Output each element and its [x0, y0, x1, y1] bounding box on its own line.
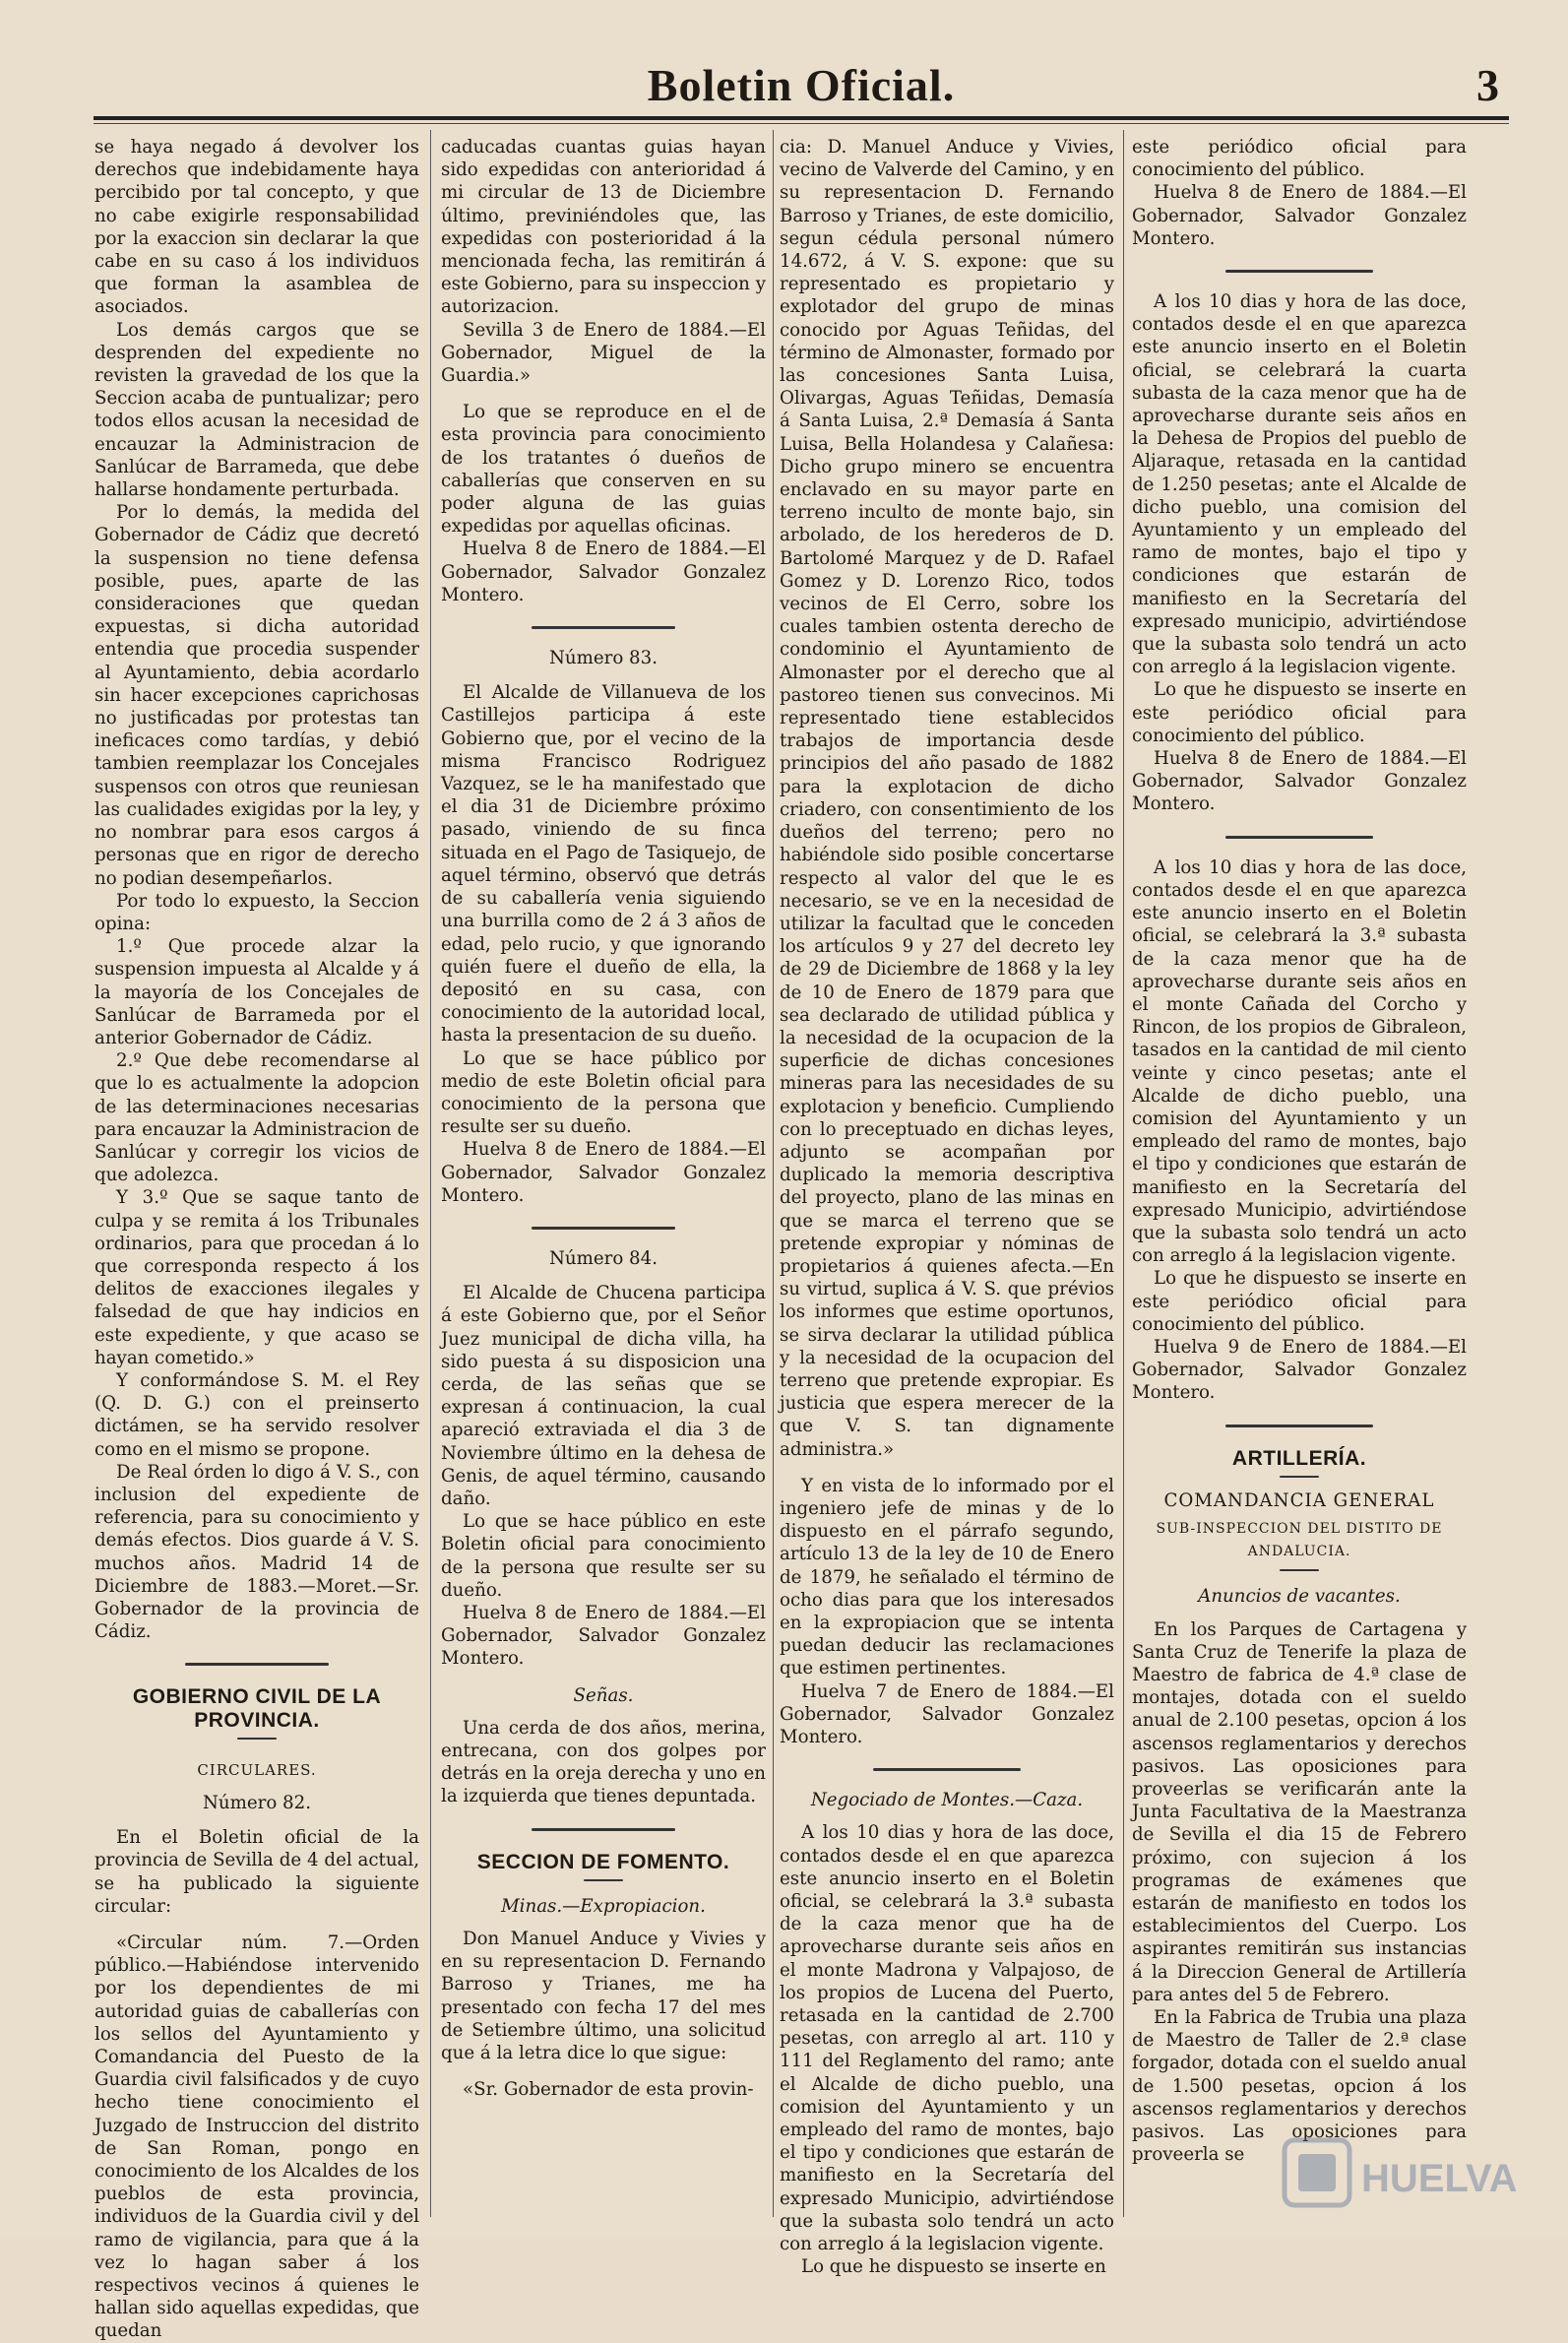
paragraph: Huelva 8 de Enero de 1884.—El Gobernador, Salvador Gonzalez Montero. — [441, 538, 766, 605]
column-divider — [773, 130, 774, 2217]
paragraph: este periódico oficial para conocimiento del público. — [1132, 137, 1467, 181]
paragraph: Lo que he dispuesto se inserte en — [801, 2256, 1106, 2278]
paragraph: En el Boletin oficial de la provincia de Sevilla de 4 del actual, se ha publicado la siguiente circular: — [94, 1827, 419, 1917]
paragraph: cia: D. Manuel Anduce y Vivies, vecino de Valverde del Camino, y en su representacion D. Fernando Barroso y Trianes, de este domicilio, segun cédula personal número 14.672, á V. S. expone: que su representado es propietario y explotador del grupo de minas conocido por Aguas Teñidas, del término de Almonaster, formado por las concesiones Santa Luisa, Olivargas, Aguas Teñidas, Demasía á Santa Luisa, 2.ª Demasía á Santa Luisa, Bella Holandesa y Calañesa: Dicho grupo minero se encuentra enclavado en su mayor parte en terreno inculto de monte bajo, sin arbolado, de los herederos de D. Bartolomé Marquez y de D. Rafael Gomez y D. Lorenzo Rico, todos vecinos de El Cerro, sobre los cuales tambien ostenta derecho de condominio el Ayuntamiento de Almonaster por el derecho que al pastoreo tienen sus convecinos. Mi representado tiene establecidos trabajos de importancia desde principios del año pasado de 1882 para la explotacion de dicho criadero, con consentimiento de los dueños del terreno; pero no habiéndole sido posible concertarse respecto al valor del que le es necesario, se ve en la necesidad de utilizar la facultad que le conceden los artículos 9 y 27 del decreto ley de 29 de Diciembre de 1868 y la ley de 10 de Enero de 1879 para que sea declarado de utilidad pública y la necesidad de la ocupacion de la superficie de dichas concesiones mineras para las necesidades de su explotacion y beneficio. Cumpliendo con lo preceptuado en dichas leyes, adjunto se acompañan por duplicado la memoria descriptiva del proyecto, plano de las minas en que se marca el terreno que se pretende expropiar y nóminas de propietarios á quienes afecta.—En su virtud, suplica á V. S. que prévios los informes que estime oportunos, se sirva declarar la utilidad pública y la necesidad de la ocupacion del terreno que pretende expropiar. Es justicia que espera merecer de la que V. S. tan dignamente administra.» — [780, 137, 1114, 1460]
paragraph: En los Parques de Cartagena y Santa Cruz de Tenerife la plaza de Maestro de fabrica de 4.ª clase de montajes, dotada con el sueldo anual de 2.100 pesetas, opcion á los ascensos reglamentarios y derechos pasivos. Las oposiciones para proveerlas se verificarán ante la Junta Facultativa de la Maestranza de Sevilla el dia 15 de Febrero próximo, con sujecion á los programas de exámenes que estarán de manifiesto en todos los establecimientos del Cuerpo. Los aspirantes remitirán sus instancias á la Direccion General de Artillería para antes del 5 de Febrero. — [1132, 1618, 1467, 2005]
subheading: SUB-INSPECCION DEL DISTITO DE ANDALUCIA. — [1156, 1520, 1443, 1560]
paragraph: «Circular núm. 7.—Orden público.—Habiéndose intervenido por los dependientes de mi autoridad guias de caballerías con los sellos del Ayuntamiento y Comandancia del Puesto de la Guardia civil falsificados y de cuyo hecho tiene conocimiento el Juzgado de Instruccion del distrito de San Roman, pongo en conocimiento de los Alcaldes de los pueblos de esta provincia, individuos de la Guardia civil y del ramo de vigilancia, para que á la vez lo hagan saber á los respectivos vecinos á quienes le hallan sido aquellas expedidas, que quedan — [94, 1932, 419, 2342]
paragraph: Huelva 7 de Enero de 1884.—El Gobernador, Salvador Gonzalez Montero. — [780, 1680, 1114, 1748]
paragraph: Lo que se reproduce en el de esta provincia para conocimiento de los tratantes ó dueños de caballerías que conserven en su poder alguna de las guias expedidas por aquellas oficinas. — [441, 402, 766, 538]
separator — [532, 626, 674, 629]
separator — [185, 1663, 328, 1666]
separator — [1280, 1569, 1319, 1571]
paragraph: El Alcalde de Villanueva de los Castillejos participa á este Gobierno que, por el vecino de la misma Francisco Rodriguez Vazquez, se le ha manifestado que el dia 31 de Diciembre próximo pasado, viniendo de su finca situada en el Pago de Tasiquejo, de aquel término, observó que detrás de su caballería venia siguiendo una burrilla como de 2 á 3 años de edad, pelo rucio, y que ignorando quién fuere el dueño de ella, la depositó en su casa, con conocimiento de la autoridad local, hasta la presentacion de su dueño. — [441, 682, 766, 1046]
paragraph: Por lo demás, la medida del Gobernador de Cádiz que decretó la suspension no tiene defensa posible, pues, aparte de las consideraciones que quedan expuestas, si dicha autoridad entendia que procedia suspender al Ayuntamiento, debia acordarlo sin hacer excepciones caprichosas no justificadas por protestas tan ineficaces como tardías, y debió tambien reemplazar los Concejales suspensos con otros que reuniesan las cualidades exigidas por la ley, y no nombrar para esos cargos á personas que en rigor de derecho no podian desempeñarlos. — [94, 502, 419, 889]
paragraph: Lo que he dispuesto se inserte en este periódico oficial para conocimiento del público. — [1132, 679, 1467, 746]
subheading: Negociado de Montes.—Caza. — [810, 1790, 1084, 1811]
paragraph: Por todo lo expuesto, la Seccion opina: — [94, 890, 419, 934]
number-heading: Número 83. — [549, 648, 658, 669]
separator — [532, 1227, 674, 1230]
archive-seal-icon — [1283, 2130, 1529, 2219]
paragraph: A los 10 dias y hora de las doce, contados desde el en que aparezca este anuncio inserto en el Boletin oficial, se celebrará la 3.ª subasta de la caza menor que ha de aprovecharse durante seis años en el monte Cañada del Corcho y Rincon, de los propios de Gibraleon, tasados en la cantidad de mil ciento veinte y cinco pesetas; ante el Alcalde de dicho pueblo, una comision del Ayuntamiento y un empleado del ramo de montes, bajo el tipo y condiciones que estarán de manifiesto en la Secretaría del expresado Municipio, advirtiéndose que la subasta solo tendrá un acto con arreglo á la legislacion vigente. — [1132, 856, 1467, 1267]
page-title: Boletin Oficial. — [647, 60, 956, 110]
subheading: COMANDANCIA GENERAL — [1163, 1489, 1435, 1511]
paragraph: Sevilla 3 de Enero de 1884.—El Gobernador, Miguel de la Guardia.» — [441, 319, 766, 387]
column-divider — [430, 130, 431, 2217]
column-2 — [441, 136, 766, 2213]
section-heading: SECCION DE FOMENTO. — [476, 1850, 730, 1873]
paragraph: «Sr. Gobernador de esta provin- — [463, 2079, 754, 2101]
paragraph: Los demás cargos que se desprenden del expediente no revisten la gravedad de los que la Seccion acaba de puntualizar; pero todos ellos acusan la necesidad de encauzar la Administracion de Sanlúcar de Barrameda, que debe hallarse hondamente perturbada. — [94, 319, 419, 501]
paragraph: 2.º Que debe recomendarse al que lo es actualmente la adopcion de las determinaciones necesarias para encauzar la Administracion de Sanlúcar y corregir los vicios de que adolezca. — [94, 1050, 419, 1186]
page-number: 3 — [1476, 60, 1499, 110]
column-4 — [1132, 136, 1467, 2213]
watermark-text: HUELVA — [1361, 2157, 1518, 2200]
header-rule-thin — [94, 123, 1509, 124]
separator — [1225, 1425, 1373, 1427]
subheading: Señas. — [573, 1684, 634, 1706]
paragraph: Don Manuel Anduce y Vivies y en su representacion D. Fernando Barroso y Trianes, me ha presentado con fecha 17 del mes de Setiembre último, una solicitud que á la letra dice lo que sigue: — [441, 1929, 766, 2064]
separator — [873, 1768, 1021, 1771]
paragraph: Una cerda de dos años, merina, entrecana, con dos golpes por detrás en la oreja derecha y uno en la izquierda que tienes depuntada. — [441, 1717, 766, 1807]
subheading: CIRCULARES. — [197, 1760, 317, 1779]
paragraph: En la Fabrica de Trubia una plaza de Maestro de Taller de 2.ª clase forgador, dotada con el sueldo anual de 1.500 pesetas, opcion á los ascensos reglamentarios y derechos pasivos. Las oposiciones para proveerla se — [1132, 2007, 1467, 2166]
paragraph: A los 10 dias y hora de las doce, contados desde el en que aparezca este anuncio inserto en el Boletin oficial, se celebrará la 3.ª subasta de la caza menor que ha de aprovecharse durante seis años en el monte Madrona y Valpajoso, de los propios de Lucena del Puerto, retasada en la cantidad de 2.700 pesetas, con arreglo al art. 110 y 111 del Reglamento del ramo; ante el Alcalde de dicho pueblo, una comision del Ayuntamiento y un empleado del ramo de montes, bajo el tipo y condiciones que estarán de manifiesto en la Secretaría del expresado Municipio, advirtiéndose que la subasta solo tendrá un acto con arreglo á la legislacion vigente. — [780, 1822, 1114, 2255]
paragraph: Lo que se hace público en este Boletin oficial para conocimiento de la persona que resulte ser su dueño. — [441, 1511, 766, 1601]
watermark-logo — [1283, 2130, 1529, 2219]
subheading: Minas.—Expropiacion. — [501, 1895, 706, 1917]
header-rule — [94, 116, 1509, 120]
paragraph: Huelva 8 de Enero de 1884.—El Gobernador, Salvador Gonzalez Montero. — [1132, 182, 1467, 249]
masthead — [94, 59, 1509, 116]
paragraph: Huelva 8 de Enero de 1884.—El Gobernador, Salvador Gonzalez Montero. — [441, 1602, 766, 1670]
paragraph: El Alcalde de Chucena participa á este Gobierno que, por el Señor Juez municipal de dicha villa, ha sido puesta á su disposicion una cerda, de las señas que se expresan á continuacion, la cual apareció extraviada el dia 3 de Noviembre último en la dehesa de Genis, de aquel término, causando daño. — [441, 1283, 766, 1509]
separator — [1225, 270, 1373, 273]
paragraph: Lo que he dispuesto se inserte en este periódico oficial para conocimiento del público. — [1132, 1268, 1467, 1335]
paragraph: De Real órden lo digo á V. S., con inclusion del expediente de referencia, para su conocimiento y demás efectos. Dios guarde á V. S. muchos años. Madrid 14 de Diciembre de 1883.—Moret.—Sr. Gobernador de la provincia de Cádiz. — [94, 1461, 419, 1643]
column-3 — [780, 136, 1114, 2278]
section-heading: GOBIERNO CIVIL DE LA PROVINCIA. — [132, 1685, 382, 1732]
separator — [532, 1828, 674, 1831]
separator — [1225, 836, 1373, 839]
separator — [584, 1879, 623, 1881]
section-heading: ARTILLERÍA. — [1231, 1446, 1367, 1470]
paragraph: Huelva 9 de Enero de 1884.—El Gobernador, Salvador Gonzalez Montero. — [1132, 1336, 1467, 1404]
paragraph: Y conformándose S. M. el Rey (Q. D. G.) con el preinserto dictámen, se ha servido resolver como en el mismo se propone. — [94, 1369, 419, 1460]
paragraph: Y 3.º Que se saque tanto de culpa y se remita á los Tribunales ordinarios, para que procedan á lo que corresponda respecto á los delitos de exacciones ilegales y falsedad de que hay indicios en este expediente, y que acaso se hayan cometido.» — [94, 1187, 419, 1368]
paragraph: se haya negado á devolver los derechos que indebidamente haya percibido por tal concepto, y que no cabe exigirle responsabilidad por la exaccion sin declarar la que cabe en su caso á los individuos que forman la asamblea de asociados. — [94, 137, 419, 318]
paragraph: Huelva 8 de Enero de 1884.—El Gobernador, Salvador Gonzalez Montero. — [1132, 748, 1467, 815]
separator — [237, 1738, 277, 1740]
paragraph: caducadas cuantas guias hayan sido expedidas con anterioridad á mi circular de 13 de Diciembre último, previniéndoles que, las expedidas con posterioridad á la mencionada fecha, las remitirán á este Gobierno, para su inspeccion y autorizacion. — [441, 137, 766, 318]
paragraph: A los 10 dias y hora de las doce, contados desde el en que aparezca este anuncio inserto en el Boletin oficial, se celebrará la cuarta subasta de la caza menor que ha de aprovecharse durante seis años en la Dehesa de Propios del pueblo de Aljaraque, retasada en la cantidad de 1.250 pesetas; ante el Alcalde de dicho pueblo, una comision del Ayuntamiento y un empleado del ramo de montes, bajo el tipo y condiciones que estarán de manifiesto en la Secretaría del expresado municipio, advirtiéndose que la subasta solo tendrá un acto con arreglo á la legislacion vigente. — [1132, 291, 1467, 678]
paragraph: 1.º Que procede alzar la suspension impuesta al Alcalde y á la mayoría de los Concejales de Sanlúcar de Barrameda por el anterior Gobernador de Cádiz. — [94, 936, 419, 1048]
subheading: Anuncios de vacantes. — [1198, 1586, 1401, 1608]
column-divider — [1123, 130, 1124, 2217]
number-heading: Número 84. — [549, 1247, 658, 1269]
paragraph: Lo que se hace público por medio de este Boletin oficial para conocimiento de la persona que resulte ser su dueño. — [441, 1047, 766, 1138]
paragraph: Huelva 8 de Enero de 1884.—El Gobernador, Salvador Gonzalez Montero. — [441, 1139, 766, 1206]
column-1 — [94, 136, 419, 2342]
paragraph: Y en vista de lo informado por el ingeniero jefe de minas y de lo dispuesto en el párrafo segundo, artículo 13 de la ley de 10 de Enero de 1879, he señalado el término de ocho dias para que los interesados en la expropiacion que se intenta puedan deducir las reclamaciones que estimen pertinentes. — [780, 1475, 1114, 1679]
number-heading: Número 82. — [203, 1793, 311, 1814]
separator — [1280, 1476, 1319, 1478]
